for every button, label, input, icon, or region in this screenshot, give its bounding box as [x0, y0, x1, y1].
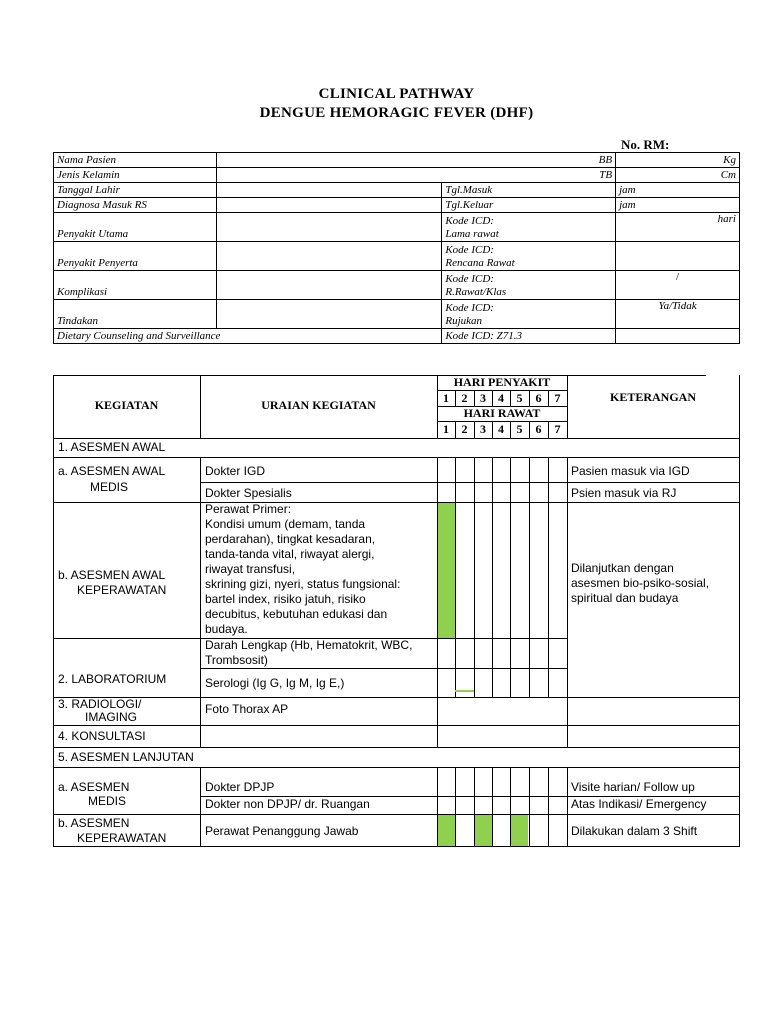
day-column-divider: [510, 668, 511, 697]
field-tb[interactable]: [216, 168, 615, 183]
row-penyakit-utama: [54, 213, 740, 242]
text-dokter-non-dpjp: Dokter non DPJP/ dr. Ruangan: [205, 797, 370, 811]
text-darah-lengkap: [205, 638, 412, 668]
day-column-divider: [529, 668, 530, 697]
hari-penyakit-day-1: 1: [443, 391, 449, 405]
label-tindakan: Tindakan: [54, 300, 217, 329]
label-rencana-rawat: Rencana Rawat: [445, 257, 515, 269]
label-asesmen-kep-lanjut: b. ASESMEN: [58, 816, 130, 830]
field-penyakit-utama[interactable]: [216, 213, 442, 242]
header-hari-rawat: HARI RAWAT: [463, 406, 541, 420]
patient-identity-table: [53, 152, 740, 344]
lab1-line1: Darah Lengkap (Hb, Hematokrit, WBC,: [205, 638, 413, 652]
label-medis-lanjut: MEDIS: [88, 794, 127, 808]
header-uraian: URAIAN KEGIATAN: [261, 398, 376, 412]
ket-kep-line-3: spiritual dan budaya: [571, 591, 679, 605]
day-column-divider: [529, 502, 530, 638]
ket-igd: Pasien masuk via IGD: [571, 464, 690, 478]
row-diagnosa: [54, 198, 740, 213]
text-foto-thorax: Foto Thorax AP: [205, 702, 289, 716]
label-medis: MEDIS: [90, 480, 129, 494]
day-column-divider: [492, 457, 493, 502]
day-column-divider: [510, 502, 511, 638]
day-column-divider: [492, 767, 493, 846]
row-jenis-kelamin: [54, 168, 740, 183]
ket-keperawatan: [571, 561, 709, 606]
kode-icd-penyerta: [442, 242, 616, 271]
day-column-divider: [548, 638, 549, 668]
text-dokter-dpjp: Dokter DPJP: [205, 780, 275, 794]
day-column-divider: [492, 668, 493, 697]
header-hari-penyakit: HARI PENYAKIT: [453, 375, 551, 389]
field-komplikasi[interactable]: [216, 271, 442, 300]
row-nama: [54, 153, 740, 168]
field-jam-keluar[interactable]: [616, 198, 740, 213]
hari-rawat-day-6: 6: [535, 422, 542, 436]
ket-spesialis: Psien masuk via RJ: [571, 486, 677, 500]
hari-penyakit-day-4: 4: [498, 391, 504, 405]
field-penyakit-penyerta[interactable]: [216, 242, 442, 271]
document-title: CLINICAL PATHWAY: [318, 86, 475, 102]
label-penyakit-penyerta: Penyakit Penyerta: [54, 242, 217, 271]
ket-dpjp: Visite harian/ Follow up: [571, 780, 695, 794]
day-column-divider: [548, 767, 549, 846]
day-column-divider: [492, 638, 493, 668]
hari-penyakit-day-2: 2: [461, 391, 468, 405]
row-dietary: [54, 329, 740, 344]
label-tanggal-lahir: Tanggal Lahir: [54, 183, 217, 198]
field-cm[interactable]: [616, 168, 740, 183]
header-kegiatan: KEGIATAN: [94, 398, 159, 412]
field-dietary[interactable]: [616, 329, 740, 344]
kode-icd-utama: [442, 213, 616, 242]
day-column-divider: [529, 638, 530, 668]
field-rencana-rawat[interactable]: [616, 242, 740, 271]
field-jam-masuk[interactable]: [616, 183, 740, 198]
text-perawat-pj: Perawat Penanggung Jawab: [205, 824, 359, 838]
day-column-divider: [510, 638, 511, 668]
hari-rawat-day-5: 5: [516, 422, 523, 436]
label-imaging: IMAGING: [85, 710, 138, 724]
label-keperawatan: KEPERAWATAN: [77, 583, 167, 597]
kode-icd-komplikasi: [442, 271, 616, 300]
perawat-primer-line-4: tanda-tanda vital, riwayat alergi,: [205, 547, 375, 561]
highlight-keperawatan-day1: [438, 503, 455, 638]
lab1-line2: Trombsosit): [205, 653, 268, 667]
hari-rawat-day-3: 3: [480, 422, 486, 436]
day-column-divider: [455, 638, 456, 668]
perawat-primer-line-1: Perawat Primer:: [205, 502, 292, 516]
field-diagnosa[interactable]: [216, 198, 442, 213]
ket-pj: Dilakukan dalam 3 Shift: [571, 824, 698, 838]
day-column-divider: [510, 457, 511, 502]
field-bb[interactable]: [216, 153, 615, 168]
field-hari[interactable]: [616, 213, 740, 242]
label-jam-keluar: jam: [619, 198, 636, 211]
ket-non-dpjp: Atas Indikasi/ Emergency: [571, 797, 707, 811]
label-asesmen-awal-medis: a. ASESMEN AWAL: [58, 464, 166, 478]
field-kg[interactable]: [616, 153, 740, 168]
perawat-primer-line-6: skrining gizi, nyeri, status fungsional:: [205, 577, 401, 591]
text-dokter-spesialis: Dokter Spesialis: [205, 486, 292, 500]
row-komplikasi: [54, 271, 740, 300]
label-cm: Cm: [720, 168, 736, 181]
perawat-primer-line-3: perdarahan), tingkat kesadaran,: [205, 532, 376, 546]
field-tindakan[interactable]: [216, 300, 442, 329]
section-konsultasi: 4. KONSULTASI: [58, 729, 146, 743]
day-column-divider: [455, 668, 456, 697]
day-column-divider: [474, 638, 475, 668]
label-tb: TB: [599, 168, 613, 181]
day-column-divider: [455, 457, 456, 502]
label-asesmen-awal-kep: b. ASESMEN AWAL: [58, 568, 166, 582]
text-perawat-primer: [205, 502, 400, 637]
field-tanggal-lahir[interactable]: [216, 183, 442, 198]
day-column-divider: [548, 502, 549, 638]
label-jam-masuk: jam: [619, 183, 636, 196]
text-serologi: Serologi (Ig G, Ig M, Ig E,): [205, 676, 345, 690]
label-komplikasi: Komplikasi: [54, 271, 217, 300]
row-penyakit-penyerta: [54, 242, 740, 271]
day-column-divider: [455, 767, 456, 846]
hari-rawat-day-4: 4: [498, 422, 504, 436]
section-radiologi: 3. RADIOLOGI/: [58, 697, 142, 711]
hari-penyakit-day-5: 5: [516, 391, 523, 405]
day-column-divider: [492, 502, 493, 638]
hari-rawat-day-2: 2: [461, 422, 468, 436]
hari-rawat-day-1: 1: [443, 422, 449, 436]
section-asesmen-awal: 1. ASESMEN AWAL: [58, 440, 166, 454]
day-column-divider: [474, 457, 475, 502]
day-column-divider: [455, 502, 456, 638]
header-keterangan: KETERANGAN: [609, 390, 696, 404]
label-lama-rawat: Lama rawat: [445, 228, 499, 240]
perawat-primer-line-2: Kondisi umum (demam, tanda: [205, 517, 366, 531]
label-ya-tidak: Ya/Tidak: [658, 300, 697, 312]
label-kg: Kg: [723, 153, 736, 166]
label-jenis-kelamin: Jenis Kelamin: [54, 168, 217, 183]
label-tgl-keluar: Tgl.Keluar: [442, 198, 616, 213]
row-tindakan: [54, 300, 740, 329]
label-bb: BB: [598, 153, 613, 166]
label-kode-icd-3: Kode ICD:: [445, 273, 494, 285]
ket-kep-line-1: Dilanjutkan dengan: [571, 561, 674, 575]
day-column-divider: [548, 457, 549, 502]
perawat-primer-line-9: budaya.: [205, 622, 248, 636]
text-dokter-igd: Dokter IGD: [205, 464, 266, 478]
highlight-pj-day3: [475, 815, 492, 846]
label-kode-icd-2: Kode ICD:: [445, 244, 494, 256]
hari-rawat-day-7: 7: [554, 422, 561, 436]
label-penyakit-utama: Penyakit Utama: [54, 213, 217, 242]
label-nama-pasien: Nama Pasien: [54, 153, 217, 168]
day-column-divider: [529, 457, 530, 502]
field-rujukan[interactable]: [616, 300, 740, 329]
document-subtitle: DENGUE HEMORAGIC FEVER (DHF): [259, 105, 534, 121]
kode-icd-tindakan: [442, 300, 616, 329]
perawat-primer-line-7: bartel index, risiko jatuh, risiko: [205, 592, 366, 606]
field-rawat-klas[interactable]: [616, 271, 740, 300]
label-tgl-masuk: Tgl.Masuk: [442, 183, 616, 198]
ket-kep-line-2: asesmen bio-psiko-sosial,: [571, 576, 710, 590]
row-tanggal-lahir: [54, 183, 740, 198]
label-kode-icd-4: Kode ICD:: [445, 302, 494, 314]
day-column-divider: [529, 767, 530, 846]
day-column-divider: [548, 668, 549, 697]
no-rm-label: No. RM:: [621, 137, 670, 152]
hari-penyakit-day-3: 3: [480, 391, 486, 405]
perawat-primer-line-8: decubitus, kebutuhan edukasi dan: [205, 607, 388, 621]
hari-penyakit-day-7: 7: [554, 391, 561, 405]
section-laboratorium: 2. LABORATORIUM: [58, 672, 167, 686]
label-slash: /: [676, 271, 680, 283]
highlight-pj-day5: [511, 815, 528, 846]
perawat-primer-line-5: riwayat transfusi,: [205, 562, 296, 576]
highlight-serologi: [455, 690, 474, 692]
label-rujukan: Rujukan: [445, 315, 483, 327]
section-asesmen-lanjutan: 5. ASESMEN LANJUTAN: [58, 750, 194, 764]
label-asesmen-medis-lanjut: a. ASESMEN: [58, 780, 130, 794]
label-kode-icd-1: Kode ICD:: [445, 215, 494, 227]
label-diagnosa: Diagnosa Masuk RS: [54, 198, 217, 213]
label-hari: hari: [717, 213, 736, 225]
label-kode-icd-z: Kode ICD: Z71.3: [442, 329, 616, 344]
day-column-divider: [474, 668, 475, 697]
label-dietary: Dietary Counseling and Surveillance: [54, 329, 442, 344]
day-column-divider: [474, 502, 475, 638]
hari-penyakit-day-6: 6: [535, 391, 542, 405]
highlight-pj-day1: [438, 815, 455, 846]
label-rawat-klas: R.Rawat/Klas: [445, 286, 507, 298]
label-keperawatan-lanjut: KEPERAWATAN: [77, 831, 167, 845]
